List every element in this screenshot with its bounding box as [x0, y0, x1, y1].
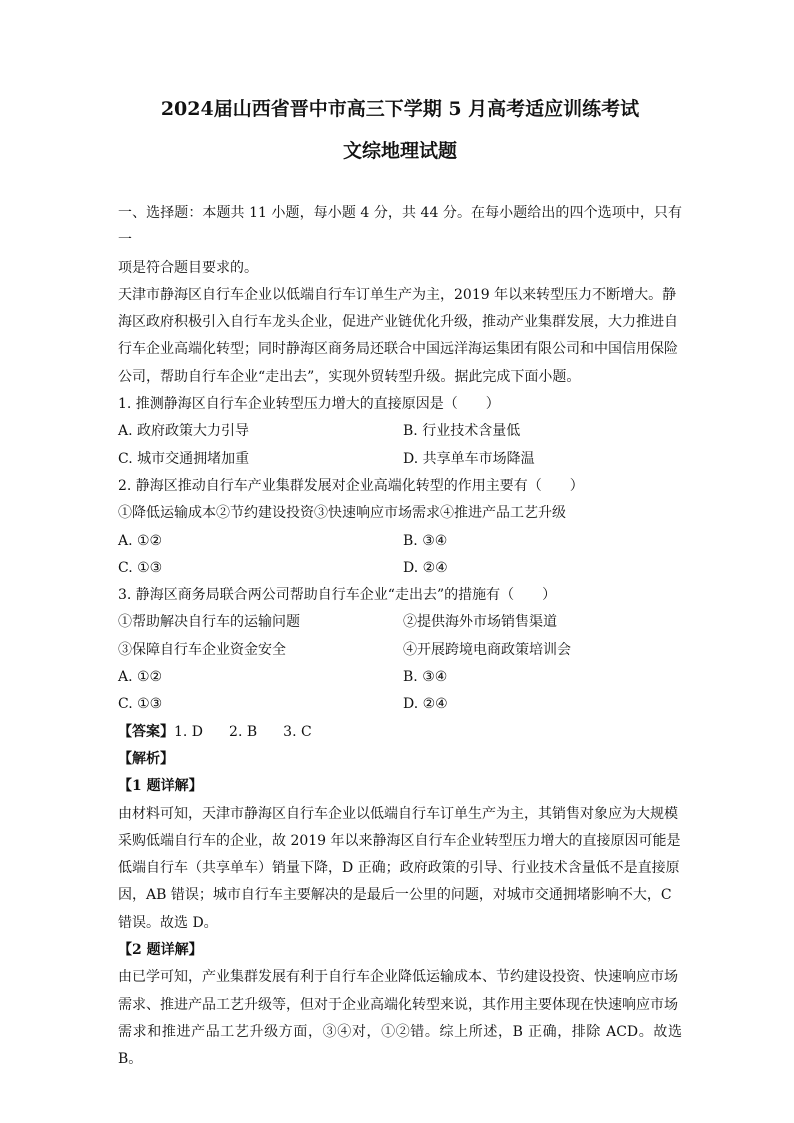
question-1-option-d: D. 共享单车市场降温: [403, 450, 535, 467]
question-2-option-c: C. ①③: [118, 559, 163, 576]
answer-item: 2. B: [229, 723, 258, 740]
question-3-options-row: [118, 691, 682, 718]
section-intro-line: 一、选择题：本题共 11 小题，每小题 4 分，共 44 分。在每小题给出的四个选项中，只有一: [118, 205, 682, 249]
question-1-options-row: [118, 446, 682, 473]
question-1-options-row: [118, 418, 682, 445]
detail-1-line: 采购低端自行车的企业，故 2019 年以来静海区自行车企业转型压力增大的直接原因可能是: [118, 832, 681, 849]
document-body: [118, 200, 682, 1074]
question-3-stem: 3. 静海区商务局联合两公司帮助自行车企业“走出去”的措施有（ ）: [118, 587, 557, 604]
analysis-label: 【解析】: [118, 750, 174, 767]
question-2-options-row: [118, 555, 682, 582]
question-3-statements-row: [118, 637, 682, 664]
document-subtitle: 文综地理试题: [342, 140, 457, 162]
answer-item: 3. C: [283, 723, 312, 740]
question-2-statements: ①降低运输成本②节约建设投资③快速响应市场需求④推进产品工艺升级: [118, 505, 566, 522]
question-1-stem: 1. 推测静海区自行车企业转型压力增大的直接原因是（ ）: [118, 396, 500, 413]
detail-2-line: 需求和推进产品工艺升级方面，③④对，①②错。综上所述，B 正确，排除 ACD。故选 B。: [118, 1023, 682, 1068]
question-2-option-b: B. ③④: [403, 532, 448, 549]
question-2-option-d: D. ②④: [403, 559, 448, 576]
question-2-options-row: [118, 528, 682, 555]
question-3-statement-3: ③保障自行车企业资金安全: [118, 641, 286, 658]
passage-line: 天津市静海区自行车企业以低端自行车订单生产为主，2019 年以来转型压力不断增大。静: [118, 286, 677, 303]
detail-2-line: 由已学可知，产业集群发展有利于自行车企业降低运输成本、节约建设投资、快速响应市场: [118, 969, 678, 986]
detail-1-line: 低端自行车（共享单车）销量下降，D 正确；政府政策的引导、行业技术含量低不是直接原: [118, 860, 680, 877]
question-1-option-b: B. 行业技术含量低: [403, 423, 521, 440]
question-2-stem: 2. 静海区推动自行车产业集群发展对企业高端化转型的作用主要有（ ）: [118, 477, 584, 494]
question-3-options-row: [118, 664, 682, 691]
detail-1-line: 因，AB 错误；城市自行车主要解决的是最后一公里的问题，对城市交通拥堵影响不大，C: [118, 887, 672, 904]
detail-1-line: 由材料可知，天津市静海区自行车企业以低端自行车订单生产为主，其销售对象应为大规模: [118, 805, 678, 822]
detail-2-line: 需求、推进产品工艺升级等，但对于企业高端化转型来说，其作用主要体现在快速响应市场: [118, 996, 678, 1013]
detail-1-line: 错误。故选 D。: [118, 914, 218, 931]
question-3-statement-1: ①帮助解决自行车的运输问题: [118, 614, 300, 631]
question-3-option-c: C. ①③: [118, 696, 163, 713]
document-title: 2024届山西省晋中市高三下学期 5 月高考适应训练考试: [160, 98, 640, 120]
passage-line: 行车企业高端化转型；同时静海区商务局还联合中国远洋海运集团有限公司和中国信用保险: [118, 341, 678, 358]
question-3-option-a: A. ①②: [118, 669, 163, 686]
question-3-statements-row: [118, 609, 682, 636]
detail-1-label: 【1 题详解】: [118, 778, 203, 795]
question-3-option-d: D. ②④: [403, 696, 448, 713]
section-intro-line: 项是符合题目要求的。: [118, 259, 258, 276]
question-1-option-a: A. 政府政策大力引导: [118, 423, 250, 440]
question-2-option-a: A. ①②: [118, 532, 163, 549]
answer-line: [118, 719, 682, 746]
question-3-option-b: B. ③④: [403, 669, 448, 686]
question-3-statement-4: ④开展跨境电商政策培训会: [403, 641, 571, 658]
detail-2-label: 【2 题详解】: [118, 942, 203, 959]
answer-label: 【答案】: [118, 723, 174, 740]
passage-line: 海区政府积极引入自行车龙头企业，促进产业链优化升级，推动产业集群发展，大力推进自: [118, 314, 678, 331]
question-3-statement-2: ②提供海外市场销售渠道: [403, 614, 557, 631]
question-1-option-c: C. 城市交通拥堵加重: [118, 450, 250, 467]
passage-line: 公司，帮助自行车企业“走出去”，实现外贸转型升级。据此完成下面小题。: [118, 368, 581, 385]
answer-item: 1. D: [174, 723, 204, 740]
